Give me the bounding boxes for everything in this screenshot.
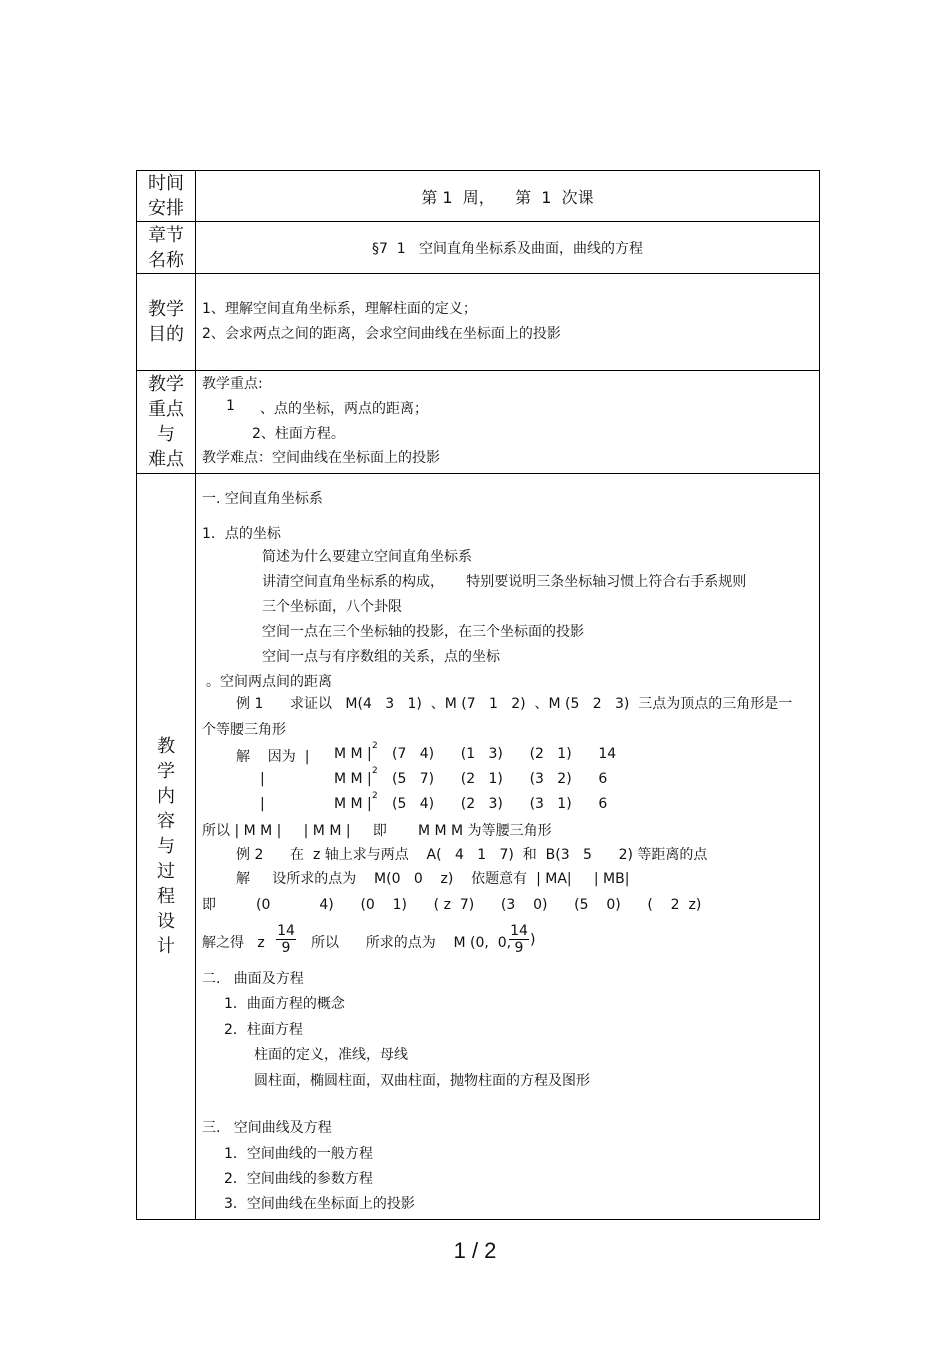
sol1-lhs: M M | xyxy=(334,746,372,762)
sol1-lead: | xyxy=(260,771,265,787)
sol1-lhs: M M | xyxy=(334,796,372,812)
label-schedule: 时间 安排 xyxy=(137,171,196,222)
superscript: 2 xyxy=(372,791,378,801)
conclusion1: 所以 | M M | | M M | 即 M M M 为等腰三角形 xyxy=(202,823,552,839)
sol2-line2: 即 (0 4) (0 1) ( z 7) (3 0) (5 0) ( 2 z) xyxy=(202,897,702,913)
sol2-line3-c: ) xyxy=(530,932,536,948)
s2-sub: 圆柱面，椭圆柱面，双曲柱面，抛物柱面的方程及图形 xyxy=(254,1073,590,1089)
s2-title: 二. 曲面及方程 xyxy=(202,971,304,987)
s1-1-title: 1．点的坐标 xyxy=(202,526,281,542)
sol2-line3-a: 解之得 z xyxy=(202,935,265,951)
ex1-line1: 例 1 求证以 M(4 3 1) 、M (7 1 2) 、M (5 2 3) 三点为顶点的三角形是一 xyxy=(236,696,793,712)
content-body xyxy=(196,474,820,1220)
sol2-line1: 解 设所求的点为 M(0 0 z) 依题意有 | MA| | MB| xyxy=(236,871,630,887)
s2-item: 2．柱面方程 xyxy=(224,1022,303,1038)
s1-2-title: 。空间两点间的距离 xyxy=(206,674,332,690)
key-item2: 2、柱面方程。 xyxy=(252,426,345,442)
row-objectives xyxy=(137,274,820,371)
label-objectives: 教学 目的 xyxy=(137,274,196,371)
fraction: $\frac{14}{9}$ xyxy=(277,923,295,956)
s2-sub: 柱面的定义，准线，母线 xyxy=(254,1047,408,1063)
s1-1-item: 空间一点与有序数组的关系，点的坐标 xyxy=(262,649,500,665)
label-keypoints: 教学 重点 与 难点 xyxy=(137,371,196,474)
objective-2: 2、会求两点之间的距离，会求空间曲线在坐标面上的投影 xyxy=(202,326,561,342)
s3-title: 三. 空间曲线及方程 xyxy=(202,1120,332,1136)
s1-1-item: 讲清空间直角坐标系的构成， 特别要说明三条坐标轴习惯上符合右手系规则 xyxy=(262,574,747,590)
sol1-rhs: (7 4) (1 3) (2 1) 14 xyxy=(392,746,617,762)
sol1-rhs: (5 7) (2 1) (3 2) 6 xyxy=(392,771,608,787)
sol1-lead: | xyxy=(260,796,265,812)
s1-1-item: 三个坐标面，八个卦限 xyxy=(262,599,402,615)
fraction: $\frac{14}{9}$ xyxy=(510,923,528,956)
s3-item: 1．空间曲线的一般方程 xyxy=(224,1146,373,1162)
s2-item: 1．曲面方程的概念 xyxy=(224,996,345,1012)
ex1-line2: 个等腰三角形 xyxy=(202,722,286,738)
superscript: 2 xyxy=(372,766,378,776)
objectives-content xyxy=(196,274,820,371)
chapter-content: §7 1 空间直角坐标系及曲面，曲线的方程 xyxy=(196,222,820,274)
sol1-lhs: M M | xyxy=(334,771,372,787)
s3-item: 3．空间曲线在坐标面上的投影 xyxy=(224,1196,415,1212)
key-title: 教学重点: xyxy=(202,376,263,392)
row-schedule xyxy=(137,171,820,222)
row-content xyxy=(137,474,820,1220)
superscript: 2 xyxy=(372,741,378,751)
schedule-content: 第 1 周， 第 1 次课 xyxy=(196,171,820,222)
key-item1-num: 1 xyxy=(226,398,235,414)
ex2: 例 2 在 z 轴上求与两点 A( 4 1 7) 和 B(3 5 2) 等距离的点 xyxy=(236,847,708,863)
difficulty: 教学难点：空间曲线在坐标面上的投影 xyxy=(202,450,440,466)
row-chapter xyxy=(137,222,820,274)
label-chapter: 章节 名称 xyxy=(137,222,196,274)
page-number: 1 / 2 xyxy=(453,1238,497,1263)
s3-item: 2．空间曲线的参数方程 xyxy=(224,1171,373,1187)
lesson-plan-table xyxy=(136,170,820,1220)
key-item1: 、点的坐标，两点的距离； xyxy=(260,401,428,417)
keypoints-content xyxy=(196,371,820,474)
s1-title: 一. 空间直角坐标系 xyxy=(202,491,323,507)
sol2-line3-b: 所以 所求的点为 M (0, 0, xyxy=(311,935,512,951)
label-content: 教 学 内 容 与 过 程 设 计 xyxy=(137,474,196,1220)
sol1-rhs: (5 4) (2 3) (3 1) 6 xyxy=(392,796,608,812)
row-keypoints xyxy=(137,371,820,474)
sol1-lead: 解 因为 | xyxy=(236,749,310,765)
s1-1-item: 空间一点在三个坐标轴的投影，在三个坐标面的投影 xyxy=(262,624,584,640)
s1-1-item: 简述为什么要建立空间直角坐标系 xyxy=(262,549,472,565)
objective-1: 1、理解空间直角坐标系，理解柱面的定义； xyxy=(202,301,477,317)
